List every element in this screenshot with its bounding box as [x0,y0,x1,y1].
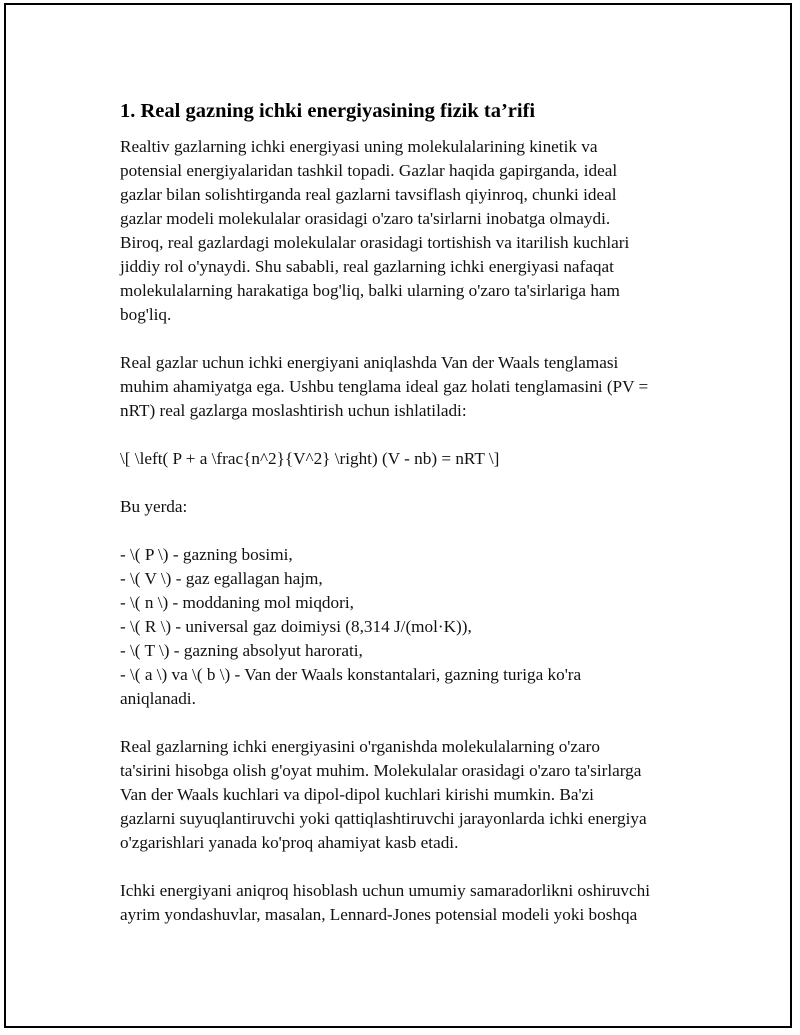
document-page [4,3,792,1028]
document-body [120,97,700,951]
text-line: muhim ahamiyatga ega. Ushbu tenglama ideal gaz holati tenglamasini (PV = [120,377,649,396]
text-line: ta'sirini hisobga olish g'oyat muhim. Molekulalar orasidagi o'zaro ta'sirlarga [120,761,642,780]
text-line: Biroq, real gazlardagi molekulalar orasidagi tortishish va itarilish kuchlari [120,233,630,252]
paragraph-where [120,495,700,519]
text-line: Bu yerda: [120,497,188,516]
equation-text: \[ \left( P + a \frac{n^2}{V^2} \right) (V - nb) = nRT \] [120,449,500,468]
text-line: gazlar modeli molekulalar orasidagi o'zaro ta'sirlarni inobatga olmaydi. [120,209,611,228]
text-line: gazlar bilan solishtirganda real gazlarni tavsiflash qiyinroq, chunki ideal [120,185,617,204]
text-line: Real gazlarning ichki energiyasini o'rganishda molekulalarning o'zaro [120,737,600,756]
text-line: o'zgarishlari yanada ko'proq ahamiyat kasb etadi. [120,833,459,852]
text-line: molekulalarning harakatiga bog'liq, balki ularning o'zaro ta'sirlariga ham [120,281,620,300]
paragraph-van-der-waals [120,351,700,423]
definition-list [120,543,700,711]
section-heading: 1. Real gazning ichki energiyasining fizik ta’rifi [120,100,536,122]
list-item: aniqlanadi. [120,689,196,708]
text-line: bog'liq. [120,305,172,324]
text-line: ayrim yondashuvlar, masalan, Lennard-Jones potensial modeli yoki boshqa [120,905,638,924]
list-item: - \( n \) - moddaning mol miqdori, [120,593,354,612]
text-line: Ichki energiyani aniqroq hisoblash uchun umumiy samaradorlikni oshiruvchi [120,881,651,900]
list-item: - \( P \) - gazning bosimi, [120,545,293,564]
paragraph-approaches [120,879,700,927]
text-line: nRT) real gazlarga moslashtirish uchun ishlatiladi: [120,401,467,420]
list-item: - \( a \) va \( b \) - Van der Waals konstantalari, gazning turiga ko'ra [120,665,582,684]
text-line: Real gazlar uchun ichki energiyani aniqlashda Van der Waals tenglamasi [120,353,619,372]
paragraph-interactions [120,735,700,855]
text-line: Van der Waals kuchlari va dipol-dipol kuchlari kirishi mumkin. Ba'zi [120,785,594,804]
text-line: potensial energiyalaridan tashkil topadi. Gazlar haqida gapirganda, ideal [120,161,618,180]
list-item: - \( R \) - universal gaz doimiysi (8,314 J/(mol·K)), [120,617,472,636]
list-item: - \( T \) - gazning absolyut harorati, [120,641,363,660]
text-line: gazlarni suyuqlantiruvchi yoki qattiqlashtiruvchi jarayonlarda ichki energiya [120,809,647,828]
paragraph-intro [120,135,700,327]
text-line: jiddiy rol o'ynaydi. Shu sababli, real gazlarning ichki energiyasi nafaqat [120,257,614,276]
list-item: - \( V \) - gaz egallagan hajm, [120,569,323,588]
text-line: Realtiv gazlarning ichki energiyasi uning molekulalarining kinetik va [120,137,598,156]
equation [120,447,700,471]
